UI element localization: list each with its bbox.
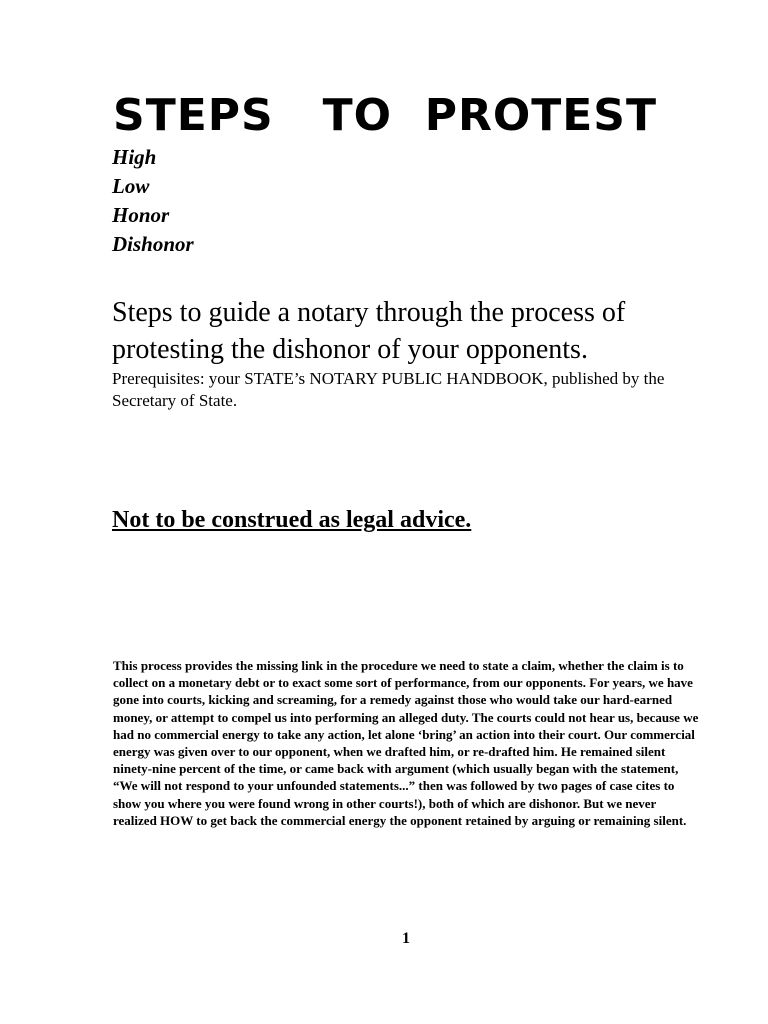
document-title: STEPS TO PROTEST [113,90,658,141]
level-dishonor: Dishonor [112,232,194,256]
lead-paragraph: Steps to guide a notary through the process of protesting the dishonor of your opponents. [112,297,626,365]
level-low: Low [112,174,150,198]
prerequisites-text: Prerequisites: your STATE’s NOTARY PUBLIC HANDBOOK, published by the Secretary of State. [112,369,665,410]
legal-disclaimer: Not to be construed as legal advice. [112,507,472,533]
level-high: High [112,145,157,169]
protest-levels-list [112,143,194,259]
level-honor: Honor [112,203,170,227]
page-number: 1 [402,930,410,947]
body-paragraph: This process provides the missing link in the procedure we need to state a claim, whether the claim is to collect on a monetary debt or to exact some sort of performance, from our opponents. For years, we have gone into courts, kicking and screaming, for a remedy against those who would take our hard-earned money, or attempt to compel us into performing an alleged duty. The courts could not hear us, because we had no commercial energy to take any action, let alone ‘bring’ an action into their court. Our commercial energy was given over to our opponent, when we drafted him, or re-drafted him. He remained silent ninety-nine percent of the time, or came back with argument (which usually began with the statement, “We will not respond to your unfounded statements...” then was followed by two pages of case cites to show you where you were found wrong in other courts!), both of which are dishonor. But we never realized HOW to get back the commercial energy the opponent retained by arguing or remaining silent. [113,658,699,828]
